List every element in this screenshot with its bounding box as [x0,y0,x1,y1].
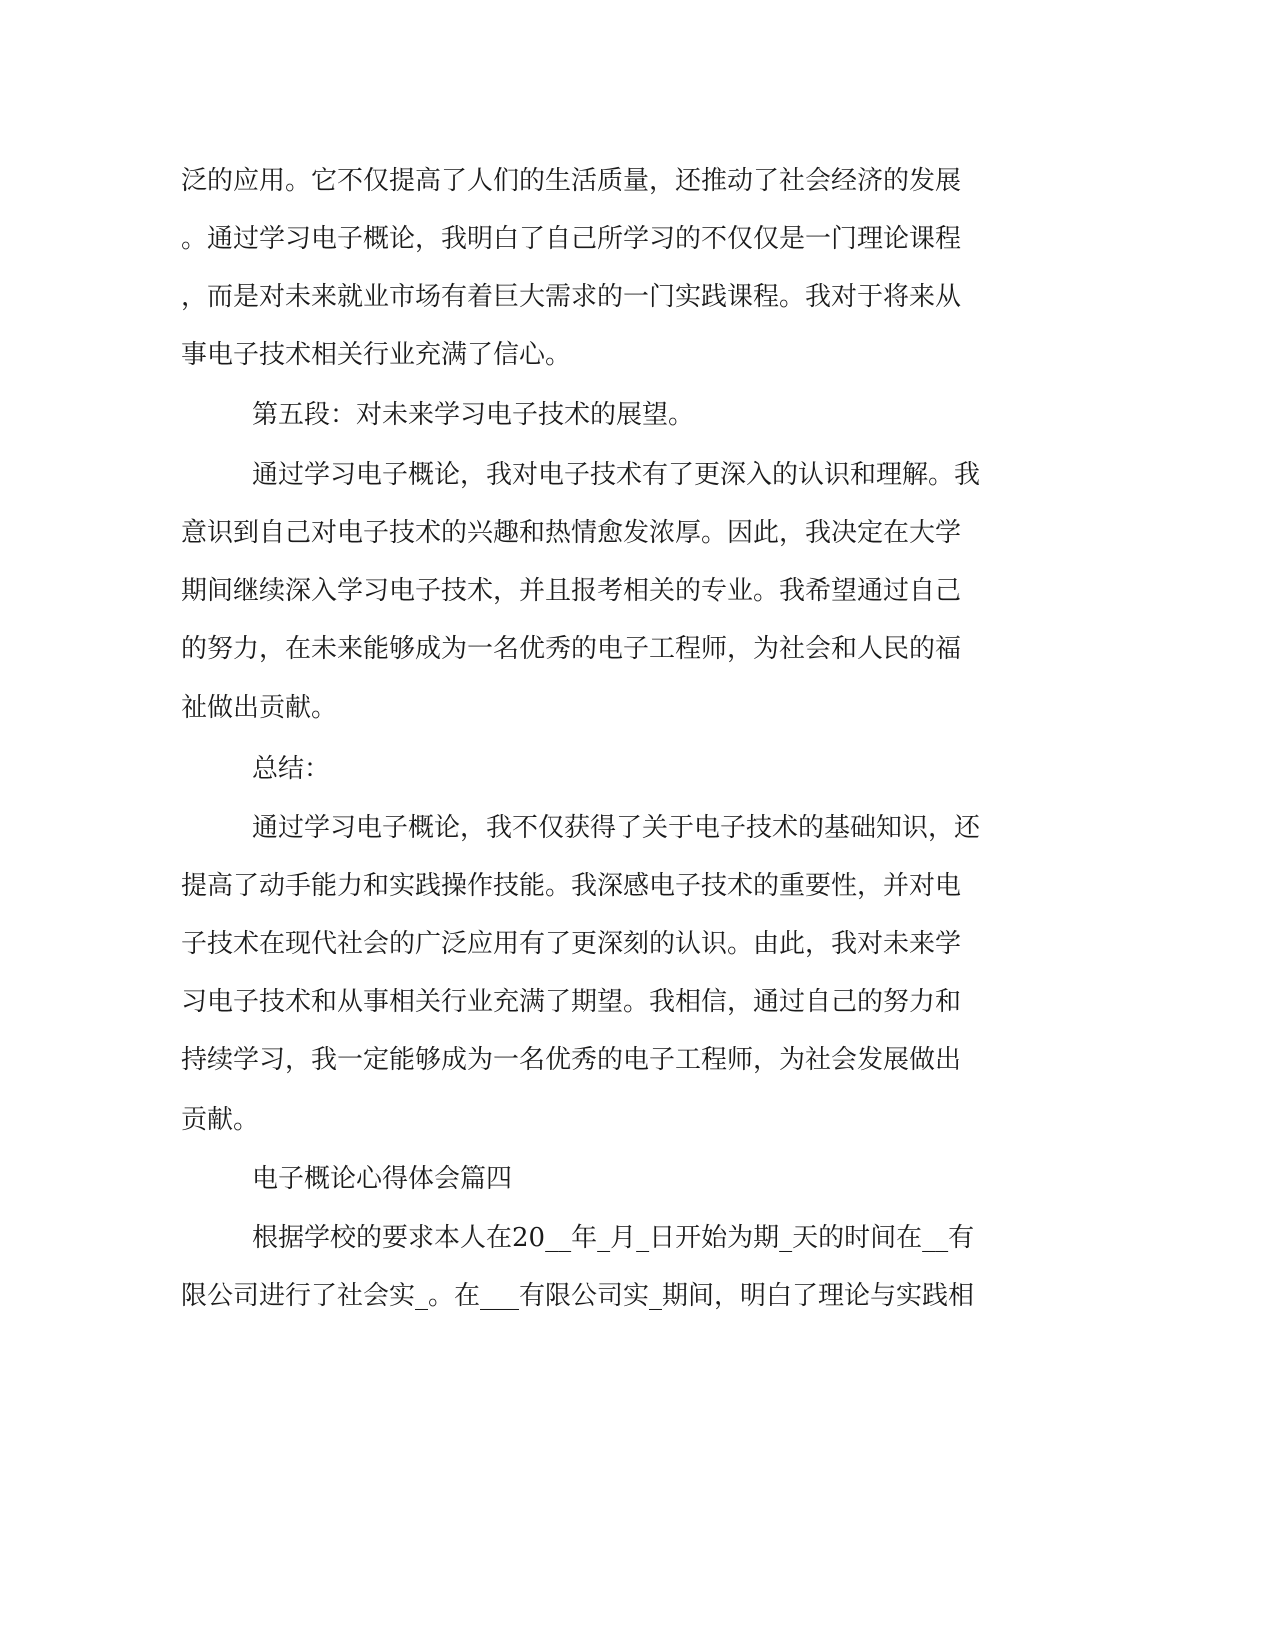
text-line: 限公司进行了社会实_。在___有限公司实_期间，明白了理论与实践相 [181,1281,975,1311]
text-line: 的努力，在未来能够成为一名优秀的电子工程师，为社会和人民的福 [181,634,962,664]
section-heading: 总结： [252,754,331,784]
text-line: 泛的应用。它不仅提高了人们的生活质量，还推动了社会经济的发展 [181,166,962,196]
section-heading: 第五段：对未来学习电子技术的展望。 [252,400,695,430]
text-line: 提高了动手能力和实践操作技能。我深感电子技术的重要性，并对电 [181,871,962,901]
text-line: 贡献。 [181,1105,260,1135]
text-line: 意识到自己对电子技术的兴趣和热情愈发浓厚。因此，我决定在大学 [181,518,962,548]
text-line: 期间继续深入学习电子技术，并且报考相关的专业。我希望通过自己 [181,576,962,606]
text-line: 通过学习电子概论，我对电子技术有了更深入的认识和理解。我 [252,460,981,490]
text-line: 事电子技术相关行业充满了信心。 [181,340,572,370]
text-line: 。通过学习电子概论，我明白了自己所学习的不仅仅是一门理论课程 [181,224,962,254]
text-line: 习电子技术和从事相关行业充满了期望。我相信，通过自己的努力和 [181,987,962,1017]
text-line: 子技术在现代社会的广泛应用有了更深刻的认识。由此，我对未来学 [181,929,962,959]
text-line: 根据学校的要求本人在20__年_月_日开始为期_天的时间在__有 [252,1223,975,1253]
text-line: 通过学习电子概论，我不仅获得了关于电子技术的基础知识，还 [252,813,981,843]
text-line: ，而是对未来就业市场有着巨大需求的一门实践课程。我对于将来从 [181,282,962,312]
text-line: 持续学习，我一定能够成为一名优秀的电子工程师，为社会发展做出 [181,1045,962,1075]
text-line: 祉做出贡献。 [181,693,338,723]
section-heading: 电子概论心得体会篇四 [252,1164,513,1194]
